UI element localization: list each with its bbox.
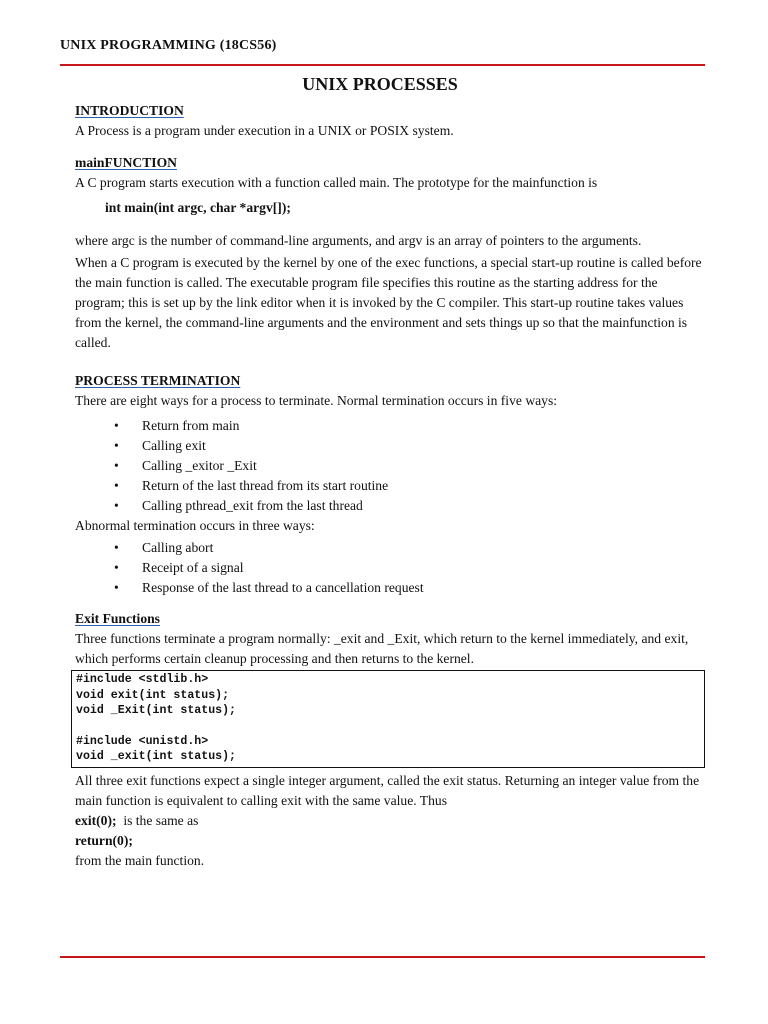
list-item: • Calling pthread_exit from the last thread — [75, 496, 707, 516]
exit-functions-heading: Exit Functions — [75, 611, 160, 626]
main-function-heading: mainFUNCTION — [75, 155, 177, 170]
abnormal-termination-intro: Abnormal termination occurs in three ways: — [75, 518, 315, 533]
same-as-text: is the same as — [116, 812, 199, 828]
abnormal-termination-list — [75, 538, 707, 598]
list-item: • Calling exit — [75, 436, 707, 456]
list-item: • Receipt of a signal — [75, 558, 707, 578]
main-prototype: int main(int argc, char *argv[]); — [105, 200, 291, 215]
from-main-text: from the main function. — [75, 852, 205, 868]
code-block — [71, 670, 705, 768]
code-line: void _Exit(int status); — [76, 704, 237, 717]
main-function-text: A C program starts execution with a function called main. The prototype for the mainfunction is — [75, 175, 598, 190]
list-item: • Return of the last thread from its start routine — [75, 476, 707, 496]
exit-status-text: All three exit functions expect a single integer argument, called the exit status. Returning an integer value from the — [75, 772, 700, 788]
argc-argv-text: where argc is the number of command-line arguments, and argv is an array of pointers to the arguments. — [75, 233, 642, 248]
document-header: UNIX PROGRAMMING (18CS56) — [60, 38, 277, 53]
code-line: void _exit(int status); — [76, 750, 237, 763]
code-line — [76, 719, 704, 734]
list-item: • Calling _exitor _Exit — [75, 456, 707, 476]
termination-heading: PROCESS TERMINATION — [75, 373, 241, 388]
termination-intro: There are eight ways for a process to terminate. Normal termination occurs in five ways: — [75, 393, 558, 408]
intro-text: A Process is a program under execution in a UNIX or POSIX system. — [75, 123, 454, 138]
exit-zero-line — [75, 811, 707, 831]
exit-zero-code: exit(0); — [75, 812, 117, 828]
footer-rule — [60, 956, 705, 958]
startup-routine-text: When a C program is executed by the kernel by one of the exec functions, a special start-up routine is called before the main function is called. The executable program file specifies this routine as the starting address for the program; this is set up by the link editor when it is invoked by the C compiler. This start-up routine takes values from the kernel, the command-line arguments and the environment and sets things up so that the mainfunction is called. — [75, 255, 702, 350]
intro-heading: INTRODUCTION — [75, 103, 184, 118]
main-content — [75, 101, 707, 871]
list-item: • Response of the last thread to a cancellation request — [75, 578, 707, 598]
page-title: UNIX PROCESSES — [302, 74, 458, 94]
normal-termination-list — [75, 416, 707, 516]
exit-equivalence-text: main function is equivalent to calling exit with the same value. Thus — [75, 792, 447, 808]
exit-functions-text: Three functions terminate a program normally: _exit and _Exit, which return to the kernel immediately, and exit, which performs certain cleanup processing and then returns to the kernel. — [75, 631, 689, 666]
header-rule — [60, 64, 705, 66]
list-item: • Calling abort — [75, 538, 707, 558]
code-line: #include <stdlib.h> — [76, 673, 209, 686]
code-line: void exit(int status); — [76, 688, 230, 702]
return-zero-code: return(0); — [75, 832, 133, 848]
list-item: • Return from main — [75, 416, 707, 436]
code-line: #include <unistd.h> — [76, 734, 209, 748]
